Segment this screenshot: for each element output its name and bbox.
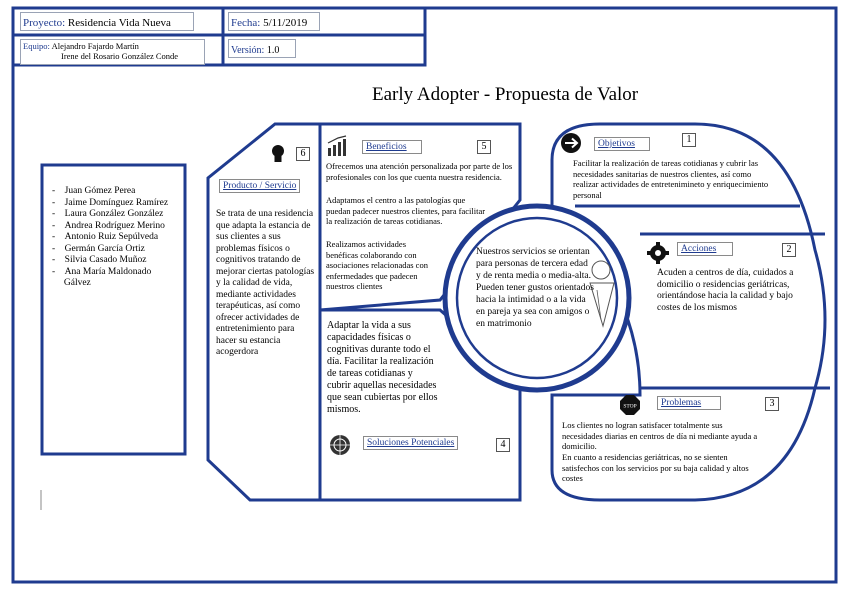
problemas-number: 3: [765, 397, 779, 411]
soluciones-text: Adaptar la vida a sus capacidades físicas o cognitivas durante todo el día. Facilitar la realización de tareas cotidianas y cubrir aquellas necesidades que sean cubiertas por ellos mismos.: [327, 320, 438, 415]
project-label: Proyecto:: [23, 17, 66, 29]
acciones-text: Acuden a centros de día, cuidados a domicilio o residencias geriátricas, orientándose hacia la calidad y bajo costes de los mismos: [657, 268, 794, 313]
team-field: [20, 39, 205, 65]
objetivos-label: Objetivos: [594, 137, 650, 151]
problemas-text-2: En cuanto a residencias geriátricas, no se sienten satisfechos con los servicios por su baja calidad y altos costes: [562, 452, 749, 483]
beneficios-number: 5: [477, 140, 491, 154]
chart-icon: [328, 136, 346, 156]
member-item-6: - Silvia Casado Muñoz: [52, 255, 147, 265]
acciones-number: 2: [782, 243, 796, 257]
version-label: Versión:: [231, 45, 265, 56]
page-title: Early Adopter - Propuesta de Valor: [372, 84, 639, 105]
beneficios-text-1: Ofrecemos una atención personalizada por parte de los profesionales con los que cuenta nuestra residencia.: [326, 161, 513, 182]
gear-icon: [647, 242, 669, 264]
team-member-line2: Irene del Rosario González Conde: [61, 51, 179, 61]
producto-number: 6: [296, 147, 310, 161]
member-item-3: - Andrea Rodríguez Merino: [52, 220, 165, 231]
team-member-line1: Alejandro Fajardo Martín: [51, 41, 139, 51]
project-value: Residencia Vida Nueva: [67, 17, 171, 29]
problemas-text-1: Los clientes no logran satisfacer totalmente sus necesidades diarias en centros de día ni mediante ayuda a domicilio.: [562, 420, 758, 451]
center-value-text: Nuestros servicios se orientan para personas de tercera edad y de renta media o media-alta. Pueden tener gustos orientados hacia la intimidad o a la vida en pareja ya sea con amigos o en matrimonio: [476, 247, 594, 329]
date-label: Fecha:: [231, 17, 261, 29]
version-field: [228, 39, 296, 58]
objetivos-number: 1: [682, 133, 696, 147]
producto-text: Se trata de una residencia que adapta la estancia de sus clientes a sus problemas físicos o cognitivos tratando de mejorar ciertas patologías y la calidad de vida, mediante actividades terapéuticas, así como ofrecer actividades de entretenimiento para hacer su estancia acogerdora: [216, 209, 315, 357]
problemas-label: Problemas: [657, 396, 721, 410]
member-item-1: - Jaime Domínguez Ramírez: [52, 197, 169, 208]
acciones-label: Acciones: [677, 242, 733, 256]
member-item-8: Gálvez: [63, 278, 91, 288]
version-value: 1.0: [266, 45, 280, 56]
beneficios-label: Beneficios: [362, 140, 422, 154]
members-list: [52, 186, 182, 290]
beneficios-text-2: Adaptamos el centro a las patologías que puedan padecer nuestros clientes, para facilitar la realización de tareas cotidianas.: [326, 195, 486, 226]
svg-text:STOP: STOP: [623, 403, 637, 410]
arrow-right-icon: [561, 133, 581, 153]
date-value: 5/11/2019: [263, 17, 308, 29]
member-item-0: - Juan Gómez Perea: [52, 186, 136, 196]
stop-sign-icon: [620, 395, 640, 415]
soluciones-label: Soluciones Potenciales: [363, 436, 458, 450]
team-label: Equipo:: [23, 41, 50, 51]
beneficios-text-3: Realizamos actividades benéficas colaborando con asociaciones relacionadas con enfermedades que padecen nuestros clientes: [326, 239, 428, 291]
member-item-4: - Antonio Ruiz Sepúlveda: [52, 232, 159, 242]
objetivos-text: Facilitar la realización de tareas cotidianas y cubrir las necesidades sanitarias de nuestros clientes, así como realizar actividades de entretenimineto y enriquecimiento personal: [573, 158, 769, 200]
member-item-7: - Ana María Maldonado: [52, 266, 152, 277]
member-item-2: - Laura González González: [52, 209, 164, 219]
target-icon: [330, 435, 350, 455]
producto-label: Producto / Servicio: [219, 179, 300, 193]
soluciones-number: 4: [496, 438, 510, 452]
member-item-5: - Germán García Ortiz: [52, 243, 145, 254]
project-field: [20, 12, 194, 31]
lightbulb-icon: [272, 145, 284, 162]
date-field: [228, 12, 320, 31]
